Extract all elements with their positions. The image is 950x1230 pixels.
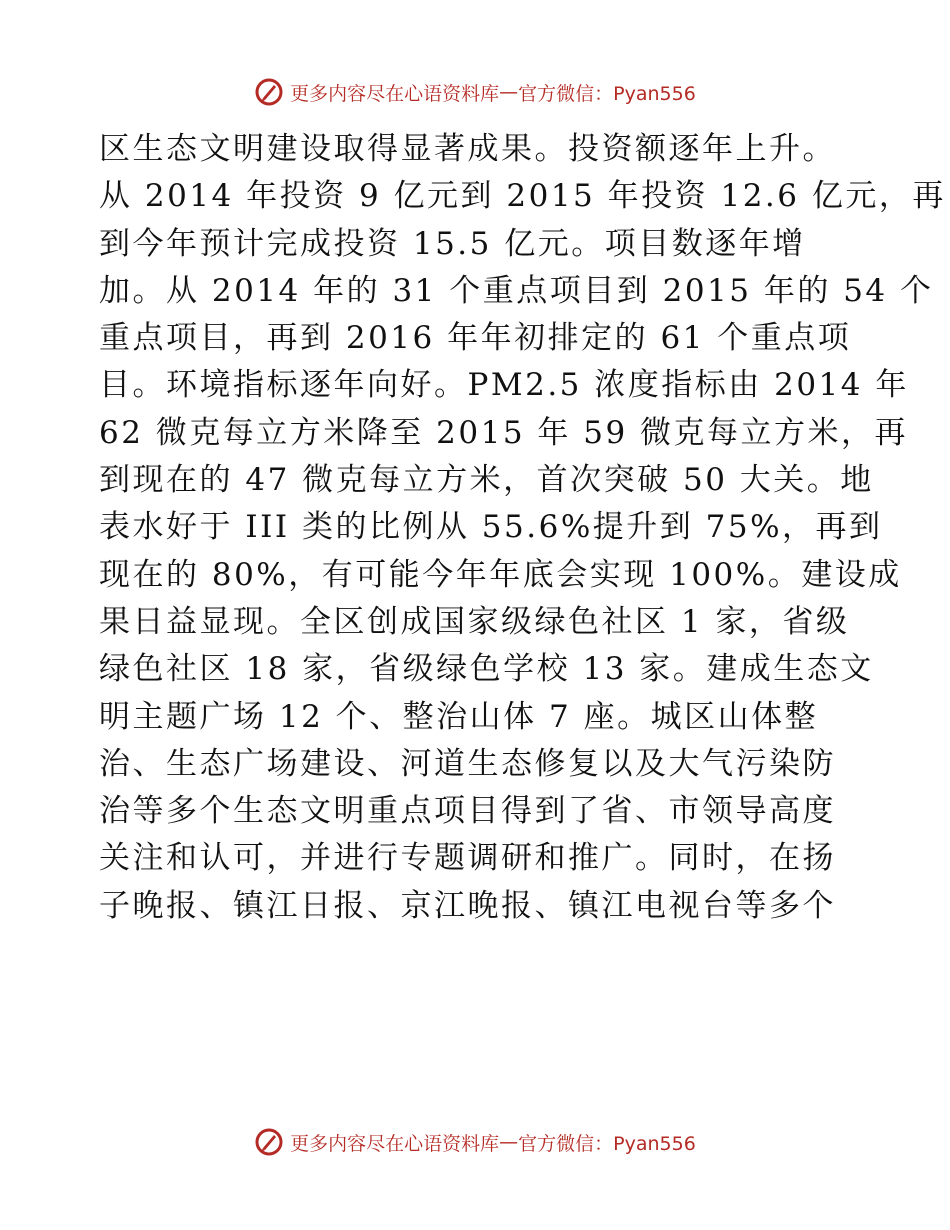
text-line: 治等多个生态文明重点项目得到了省、市领导高度 (99, 793, 836, 830)
banner-separator: — (499, 1131, 519, 1153)
banner-wechat: 官方微信：Pyan556 (518, 82, 696, 105)
text-line: 62 微克每立方米降至 2015 年 59 微克每立方米，再 (99, 414, 909, 451)
text-line: 明主题广场 12 个、整治山体 7 座。城区山体整 (99, 698, 819, 735)
text-line: 表水好于 III 类的比例从 55.6%提升到 75%，再到 (99, 509, 883, 546)
text-line: 到现在的 47 微克每立方米，首次突破 50 大关。地 (99, 462, 874, 499)
text-line: 绿色社区 18 家，省级绿色学校 13 家。建成生态文 (99, 651, 874, 688)
footer-banner (0, 1122, 950, 1162)
text-line: 加。从 2014 年的 31 个重点项目到 2015 年的 54 个 (99, 272, 934, 309)
banner-text: 更多内容尽在心语资料库 (290, 82, 500, 105)
banner-separator: — (499, 81, 519, 103)
text-line: 果日益显现。全区创成国家级绿色社区 1 家，省级 (99, 603, 850, 640)
text-line: 目。环境指标逐年向好。PM2.5 浓度指标由 2014 年 (99, 367, 909, 404)
banner-wechat: 官方微信：Pyan556 (518, 1132, 696, 1155)
quill-logo-icon (254, 77, 284, 107)
header-banner (0, 72, 950, 112)
text-line: 治、生态广场建设、河道生态修复以及大气污染防 (99, 745, 836, 782)
document-body (99, 126, 946, 930)
text-line: 子晚报、镇江日报、京江晚报、镇江电视台等多个 (99, 887, 836, 924)
text-line: 从 2014 年投资 9 亿元到 2015 年投资 12.6 亿元，再 (99, 178, 946, 215)
text-line: 关注和认可，并进行专题调研和推广。同时，在扬 (99, 840, 836, 877)
text-line: 区生态文明建设取得显著成果。投资额逐年上升。 (99, 131, 836, 167)
text-line: 现在的 80%，有可能今年年底会实现 100%。建设成 (99, 556, 902, 593)
text-line: 到今年预计完成投资 15.5 亿元。项目数逐年增 (99, 225, 806, 262)
text-line: 重点项目，再到 2016 年年初排定的 61 个重点项 (99, 320, 852, 357)
quill-logo-icon (254, 1127, 284, 1157)
banner-text: 更多内容尽在心语资料库 (290, 1132, 500, 1155)
